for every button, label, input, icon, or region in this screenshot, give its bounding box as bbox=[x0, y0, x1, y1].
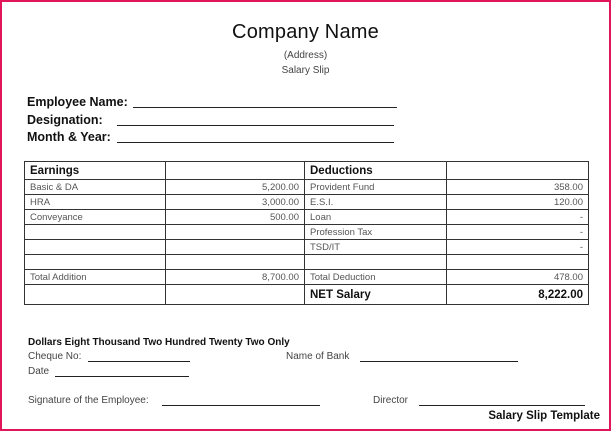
designation-label: Designation: bbox=[27, 113, 103, 127]
table-row bbox=[25, 195, 589, 210]
total-deduction-amount: 478.00 bbox=[447, 270, 589, 285]
earning-amount bbox=[166, 225, 305, 240]
earning-amount bbox=[166, 255, 305, 270]
earnings-header: Earnings bbox=[25, 162, 166, 180]
total-addition-label: Total Addition bbox=[25, 270, 166, 285]
cheque-no-label: Cheque No: bbox=[28, 351, 82, 362]
earning-amount: 3,000.00 bbox=[166, 195, 305, 210]
deduction-label: Profession Tax bbox=[305, 225, 447, 240]
director-signature-field[interactable] bbox=[419, 405, 585, 406]
net-blank-cell bbox=[166, 285, 305, 305]
deduction-label: E.S.I. bbox=[305, 195, 447, 210]
deduction-amount: - bbox=[447, 210, 589, 225]
net-salary-value: 8,222.00 bbox=[447, 285, 589, 305]
employee-signature-label: Signature of the Employee: bbox=[28, 395, 149, 406]
total-addition-amount: 8,700.00 bbox=[166, 270, 305, 285]
bank-name-label: Name of Bank bbox=[286, 351, 350, 362]
earning-label bbox=[25, 225, 166, 240]
month-year-field[interactable] bbox=[117, 142, 394, 143]
earning-label: Basic & DA bbox=[25, 180, 166, 195]
earning-label: HRA bbox=[25, 195, 166, 210]
employee-signature-field[interactable] bbox=[162, 405, 320, 406]
company-address: (Address) bbox=[283, 50, 328, 61]
deduction-label bbox=[305, 255, 447, 270]
header-blank-cell bbox=[166, 162, 305, 180]
director-label: Director bbox=[373, 395, 409, 406]
earning-label bbox=[25, 240, 166, 255]
month-year-label: Month & Year: bbox=[27, 130, 111, 144]
table-header-row bbox=[25, 162, 589, 180]
deduction-amount: - bbox=[447, 240, 589, 255]
earning-label: Conveyance bbox=[25, 210, 166, 225]
document-title: Salary Slip bbox=[281, 65, 330, 76]
deductions-header: Deductions bbox=[305, 162, 447, 180]
deduction-amount: 120.00 bbox=[447, 195, 589, 210]
template-caption: Salary Slip Template bbox=[488, 410, 600, 422]
deduction-amount bbox=[447, 255, 589, 270]
earning-amount: 5,200.00 bbox=[166, 180, 305, 195]
deduction-label: TSD/IT bbox=[305, 240, 447, 255]
deduction-amount: 358.00 bbox=[447, 180, 589, 195]
table-row bbox=[25, 255, 589, 270]
employee-name-field[interactable] bbox=[133, 107, 397, 108]
deduction-amount: - bbox=[447, 225, 589, 240]
header-blank-cell bbox=[447, 162, 589, 180]
earning-amount bbox=[166, 240, 305, 255]
total-deduction-label: Total Deduction bbox=[305, 270, 447, 285]
table-row bbox=[25, 180, 589, 195]
salary-table bbox=[24, 161, 589, 305]
table-row bbox=[25, 210, 589, 225]
table-row bbox=[25, 240, 589, 255]
deduction-label: Provident Fund bbox=[305, 180, 447, 195]
employee-name-label: Employee Name: bbox=[27, 95, 128, 109]
company-name: Company Name bbox=[232, 21, 379, 43]
amount-in-words: Dollars Eight Thousand Two Hundred Twenty Two Only bbox=[28, 337, 290, 348]
designation-field[interactable] bbox=[117, 125, 394, 126]
net-salary-label: NET Salary bbox=[305, 285, 447, 305]
deduction-label: Loan bbox=[305, 210, 447, 225]
earning-label bbox=[25, 255, 166, 270]
date-field[interactable] bbox=[55, 376, 189, 377]
net-salary-row bbox=[25, 285, 589, 305]
earning-amount: 500.00 bbox=[166, 210, 305, 225]
net-blank-cell bbox=[25, 285, 166, 305]
cheque-no-field[interactable] bbox=[88, 361, 190, 362]
bank-name-field[interactable] bbox=[360, 361, 518, 362]
date-label: Date bbox=[28, 366, 50, 377]
totals-row bbox=[25, 270, 589, 285]
table-row bbox=[25, 225, 589, 240]
